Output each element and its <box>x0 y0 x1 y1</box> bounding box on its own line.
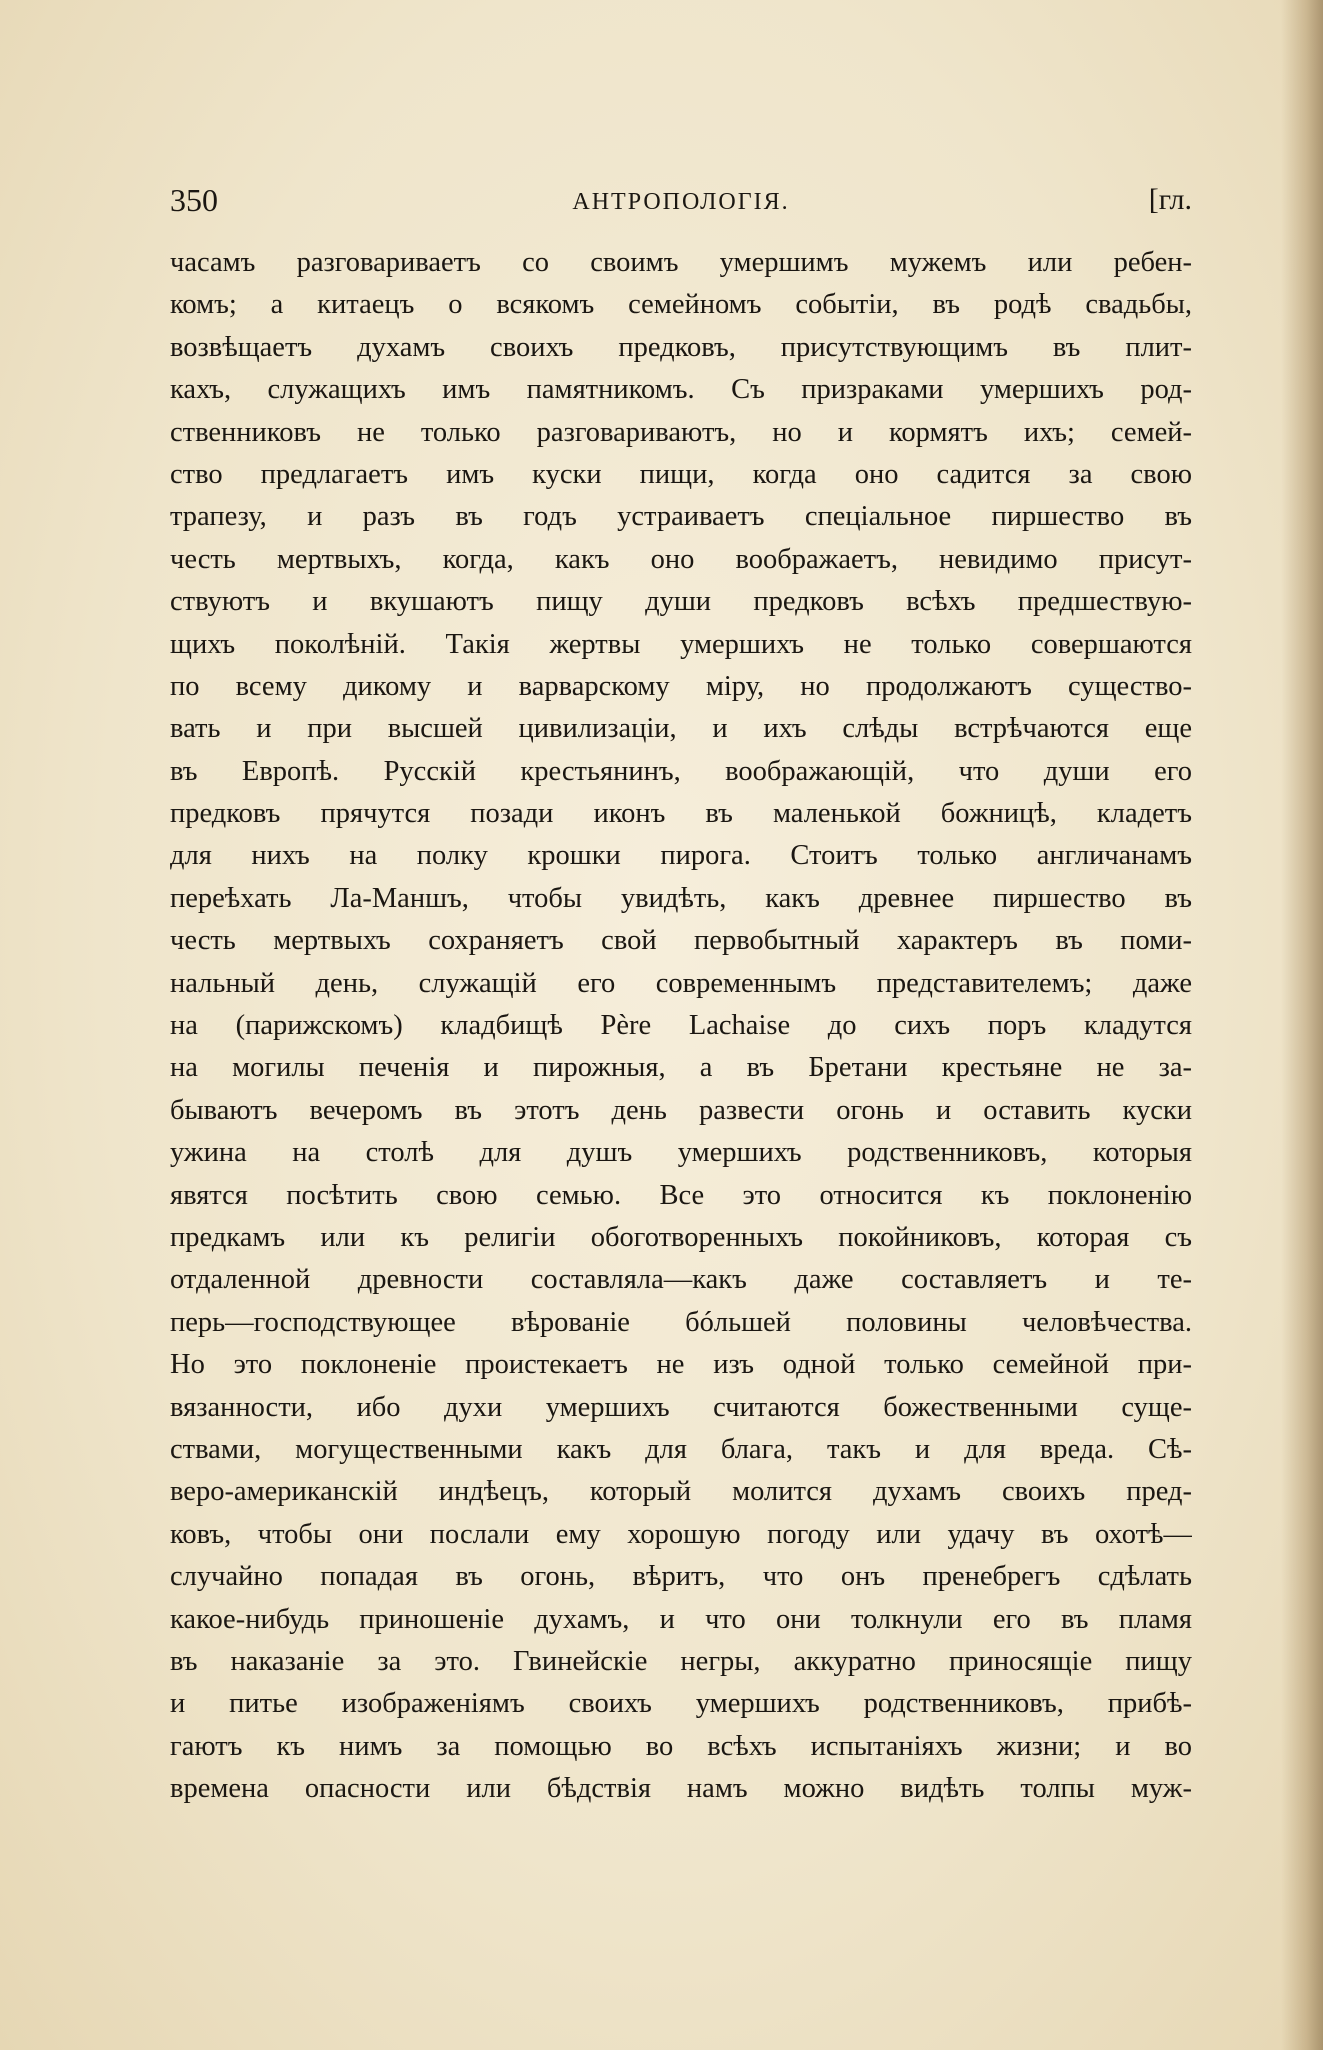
text-line: кахъ, служащихъ имъ памятникомъ. Съ призраками умершихъ род- <box>170 374 1192 406</box>
text-line: предковъ прячутся позади иконъ въ маленькой божницѣ, кладетъ <box>170 798 1192 830</box>
page-number: 350 <box>170 182 218 218</box>
chapter-mark: [гл. <box>1148 183 1192 216</box>
text-line: честь мертвыхъ, когда, какъ оно воображаетъ, невидимо присут- <box>170 543 1192 575</box>
text-line: гаютъ къ нимъ за помощью во всѣхъ испытаніяхъ жизни; и во <box>170 1730 1192 1762</box>
text-line: ствами, могущественными какъ для блага, такъ и для вреда. Сѣ- <box>170 1433 1192 1465</box>
text-line: веро-американскій индѣецъ, который молится духамъ своихъ пред- <box>170 1476 1192 1508</box>
text-line: часамъ разговариваетъ со своимъ умершимъ мужемъ или ребен- <box>170 247 1192 278</box>
text-line: для нихъ на полку крошки пирога. Стоитъ только англичанамъ <box>170 840 1192 872</box>
text-line: перь—господствующее вѣрованіе бóльшей половины человѣчества. <box>170 1306 1192 1338</box>
text-line: Но это поклоненіе проистекаетъ не изъ одной только семейной при- <box>170 1349 1192 1381</box>
text-line: какое-нибудь приношеніе духамъ, и что они толкнули его въ пламя <box>170 1603 1192 1635</box>
text-line: честь мертвыхъ сохраняетъ свой первобытный характеръ въ поми- <box>170 925 1192 957</box>
text-line: въ Европѣ. Русскій крестьянинъ, воображающій, что души его <box>170 755 1192 787</box>
text-line: ковъ, чтобы они послали ему хорошую погоду или удачу въ охотѣ— <box>170 1518 1192 1550</box>
text-line: случайно попадая въ огонь, вѣритъ, что онъ пренебрегъ сдѣлать <box>170 1561 1192 1593</box>
text-line: возвѣщаетъ духамъ своихъ предковъ, присутствующимъ въ плит- <box>170 331 1192 363</box>
text-line: переѣхать Ла-Маншъ, чтобы увидѣть, какъ древнее пиршество въ <box>170 882 1192 914</box>
text-line: вязанности, ибо духи умершихъ считаются божественными суще- <box>170 1391 1192 1423</box>
text-line: времена опасности или бѣдствія намъ можно видѣть толпы муж- <box>170 1773 1192 1805</box>
text-line: по всему дикому и варварскому міру, но продолжаютъ существо- <box>170 670 1192 702</box>
text-line: комъ; а китаецъ о всякомъ семейномъ событіи, въ родѣ свадьбы, <box>170 289 1192 321</box>
text-line: и питье изображеніямъ своихъ умершихъ родственниковъ, прибѣ- <box>170 1688 1192 1720</box>
text-line: отдаленной древности составляла—какъ даже составляетъ и те- <box>170 1264 1192 1296</box>
text-line: щихъ поколѣній. Такія жертвы умершихъ не только совершаются <box>170 628 1192 660</box>
text-line: ство предлагаетъ имъ куски пищи, когда оно садится за свою <box>170 458 1192 490</box>
page-header <box>170 180 1192 220</box>
text-line: ственниковъ не только разговариваютъ, но и кормятъ ихъ; семей- <box>170 416 1192 448</box>
text-line: явятся посѣтить свою семью. Все это относится къ поклоненію <box>170 1179 1192 1211</box>
text-line: трапезу, и разъ въ годъ устраиваетъ спеціальное пиршество въ <box>170 501 1192 533</box>
text-line: ствуютъ и вкушаютъ пищу души предковъ всѣхъ предшествую- <box>170 586 1192 618</box>
running-title: АНТРОПОЛОГІЯ. <box>572 189 790 215</box>
body-text <box>170 242 1192 1810</box>
text-line: на могилы печенія и пирожныя, а въ Бретани крестьяне не за- <box>170 1052 1192 1084</box>
text-line: ужина на столѣ для душъ умершихъ родственниковъ, которыя <box>170 1137 1192 1169</box>
text-line: предкамъ или къ религіи обоготворенныхъ покойниковъ, которая съ <box>170 1221 1192 1253</box>
text-line: бываютъ вечеромъ въ этотъ день развести огонь и оставить куски <box>170 1094 1192 1126</box>
text-line: на (парижскомъ) кладбищѣ Père Lachaise до сихъ поръ кладутся <box>170 1010 1192 1042</box>
text-line: нальный день, служащій его современнымъ представителемъ; даже <box>170 967 1192 999</box>
text-line: вать и при высшей цивилизаціи, и ихъ слѣды встрѣчаются еще <box>170 713 1192 745</box>
text-line: въ наказаніе за это. Гвинейскіе негры, аккуратно приносящіе пищу <box>170 1645 1192 1677</box>
